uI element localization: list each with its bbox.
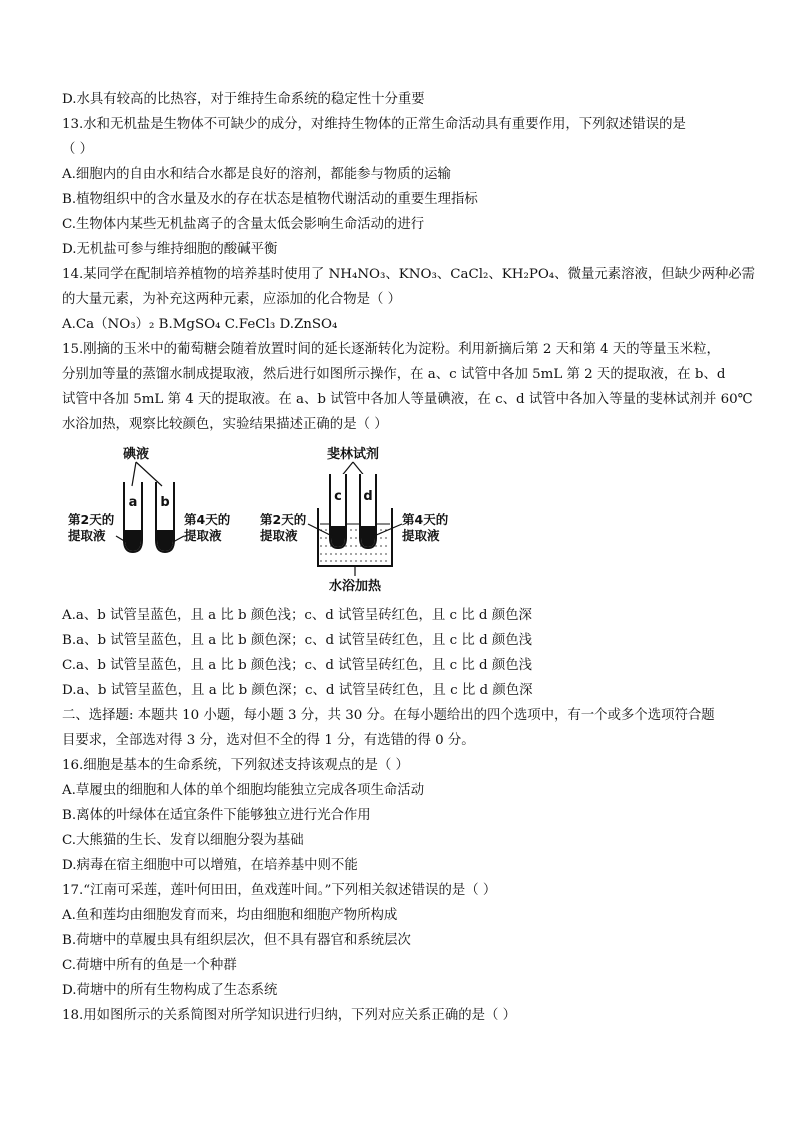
section2-heading-1: 二、选择题: 本题共 10 小题，每小题 3 分，共 30 分。在每小题给出的四个选项中，有一个或多个选项符合题	[62, 708, 715, 723]
q18-stem: 18.用如图所示的关系简图对所学知识进行归纳，下列对应关系正确的是（ ）	[62, 1008, 517, 1023]
q16-stem: 16.细胞是基本的生命系统，下列叙述支持该观点的是（ ）	[62, 758, 409, 773]
iodine-pointer-a	[132, 462, 136, 486]
q13-blank: （ ）	[62, 142, 94, 157]
day2-extract-left-2: 提取液	[68, 528, 106, 543]
q15-stem-4: 水浴加热，观察比较颜色，实验结果描述正确的是（ ）	[62, 417, 388, 432]
test-tube-figure	[66, 444, 486, 610]
day2-extract-left-1: 第2天的	[68, 512, 115, 527]
water-bath-label: 水浴加热	[328, 579, 382, 594]
q15-stem-3: 试管中各加 5mL 第 4 天的提取液。在 a、b 试管中各加人等量碘液，在 c、d 试管中各加入等量的斐林试剂并 60℃	[62, 392, 753, 407]
q15-option-b: B.a、b 试管呈蓝色，且 a 比 b 颜色深；c、d 试管呈砖红色，且 c 比 d 颜色浅	[62, 633, 533, 648]
iodine-pointer-b	[136, 462, 162, 486]
tube-a-label: a	[128, 495, 138, 510]
q15-option-c: C.a、b 试管呈蓝色，且 a 比 b 颜色浅；c、d 试管呈砖红色，且 c 比 d 颜色浅	[62, 658, 532, 673]
tube-d-liquid	[361, 526, 375, 547]
q14-stem-2: 的大量元素，为补充这两种元素，应添加的化合物是（ ）	[62, 292, 402, 307]
section2-heading-2: 目要求，全部选对得 3 分，选对但不全的得 1 分，有选错的得 0 分。	[62, 733, 475, 748]
q17-option-d: D.荷塘中的所有生物构成了生态系统	[62, 983, 278, 998]
q15-stem-1: 15.刚摘的玉米中的葡萄糖会随着放置时间的延长逐渐转化为淀粉。利用新摘后第 2 天和第 4 天的等量玉米粒，	[62, 342, 720, 357]
tube-c-label: c	[334, 489, 342, 504]
q16-option-c: C.大熊猫的生长、发育以细胞分裂为基础	[62, 833, 304, 848]
day2-extract-right-1: 第2天的	[260, 512, 307, 527]
q16-option-d: D.病毒在宿主细胞中可以增殖，在培养基中则不能	[62, 858, 358, 873]
q16-option-a: A.草履虫的细胞和人体的单个细胞均能独立完成各项生命活动	[62, 783, 425, 798]
iodine-label: 碘液	[122, 447, 150, 462]
day2-extract-right-2: 提取液	[260, 528, 298, 543]
day4-extract-right-2: 提取液	[402, 528, 440, 543]
q15-stem-2: 分别加等量的蒸馏水制成提取液，然后进行如图所示操作，在 a、c 试管中各加 5mL 第 2 天的提取液，在 b、d	[62, 367, 726, 382]
day4-extract-left-2: 提取液	[184, 528, 222, 543]
q14-stem-1: 14.某同学在配制培养植物的培养基时使用了 NH₄NO₃、KNO₃、CaCl₂、KH₂PO₄、微量元素溶液，但缺少两种必需	[62, 267, 756, 282]
q12-option-d: D.水具有较高的比热容，对于维持生命系统的稳定性十分重要	[62, 92, 425, 107]
q13-stem: 13.水和无机盐是生物体不可缺少的成分，对维持生物体的正常生命活动具有重要作用，下列叙述错误的是	[62, 117, 686, 132]
day4-extract-left-1: 第4天的	[184, 512, 231, 527]
tube-b-label: b	[160, 495, 170, 510]
tube-b-liquid	[157, 530, 173, 551]
tube-d-label: d	[363, 489, 373, 504]
q15-option-a: A.a、b 试管呈蓝色，且 a 比 b 颜色浅；c、d 试管呈砖红色，且 c 比 d 颜色深	[62, 608, 532, 623]
tube-c-liquid	[331, 526, 345, 547]
tube-a-liquid	[125, 530, 141, 551]
day2-right-pointer	[308, 524, 332, 536]
q13-option-a: A.细胞内的自由水和结合水都是良好的溶剂，都能参与物质的运输	[62, 167, 451, 182]
q13-option-c: C.生物体内某些无机盐离子的含量太低会影响生命活动的进行	[62, 217, 425, 232]
q15-option-d: D.a、b 试管呈蓝色，且 a 比 b 颜色深；c、d 试管呈砖红色，且 c 比 d 颜色深	[62, 683, 533, 698]
q17-option-c: C.荷塘中所有的鱼是一个种群	[62, 958, 237, 973]
day4-right-pointer	[374, 524, 402, 536]
q13-option-d: D.无机盐可参与维持细胞的酸碱平衡	[62, 242, 278, 257]
day4-extract-right-1: 第4天的	[402, 512, 449, 527]
q13-option-b: B.植物组织中的含水量及水的存在状态是植物代谢活动的重要生理指标	[62, 192, 478, 207]
q17-option-a: A.鱼和莲均由细胞发育而来，均由细胞和细胞产物所构成	[62, 908, 398, 923]
q16-option-b: B.离体的叶绿体在适宜条件下能够独立进行光合作用	[62, 808, 371, 823]
q17-stem: 17.“江南可采莲，莲叶何田田，鱼戏莲叶间。”下列相关叙述错误的是（ ）	[62, 883, 497, 898]
q14-options: A.Ca（NO₃）₂ B.MgSO₄ C.FeCl₃ D.ZnSO₄	[62, 317, 338, 332]
q17-option-b: B.荷塘中的草履虫具有组织层次，但不具有器官和系统层次	[62, 933, 411, 948]
fehling-label: 斐林试剂	[326, 447, 380, 462]
